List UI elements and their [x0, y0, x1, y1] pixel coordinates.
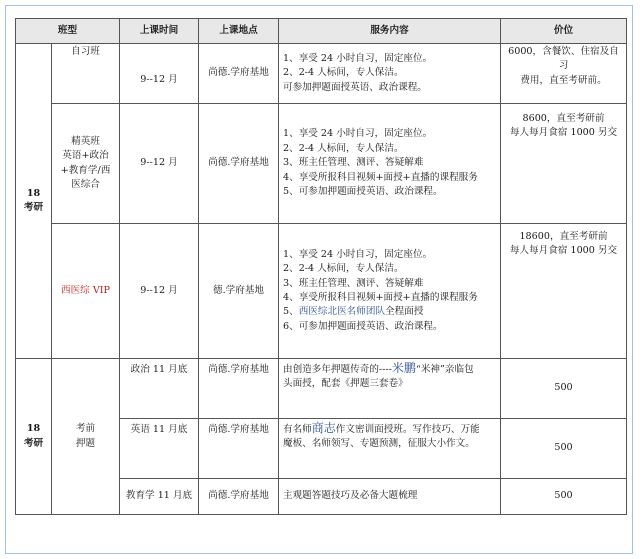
service-list: 1、享受 24 小时自习，固定座位。 2、2-4 人标间，专人保洁。 3、班主任管理、测评、答疑解难 4、享受所报科目视频+面授+直播的课程服务 5、西医综北医名师团队全程面授 6、可参加押题面授英语、政治课程。 — [279, 224, 501, 359]
class-place: 尚德.学府基地 — [199, 104, 279, 224]
header-services: 服务内容 — [279, 19, 501, 44]
class-place: 德.学府基地 — [199, 224, 279, 359]
price-cell: 8600，直至考研前 每人每月食宿 1000 另交 — [501, 104, 627, 224]
class-name: 考前 押题 — [52, 359, 120, 515]
teacher-highlight: 商志 — [311, 421, 336, 435]
group2-label: 18 考研 — [16, 359, 52, 515]
price-cell: 500 — [501, 359, 627, 419]
service-list: 有名师商志作文密训面授班。写作技巧、万能 魔板、名师领写、专题预测，征服大小作文。 — [279, 419, 501, 479]
price-cell: 500 — [501, 419, 627, 479]
header-place: 上课地点 — [199, 19, 279, 44]
course-price-table — [15, 18, 627, 515]
class-place: 尚德.学府基地 — [199, 419, 279, 479]
table-row — [16, 44, 627, 104]
service-list: 1、享受 24 小时自习，固定座位。 2、2-4 人标间，专人保洁。 3、班主任管理、测评、答疑解难 4、享受所报科目视频+面授+直播的课程服务 5、可参加押题面授英语、政治课程。 — [279, 104, 501, 224]
team-highlight: 西医综北医名师团队 — [298, 306, 386, 318]
table-row — [16, 359, 627, 419]
table-row — [16, 104, 627, 224]
class-place: 尚德.学府基地 — [199, 44, 279, 104]
class-place: 尚德.学府基地 — [199, 479, 279, 515]
header-class: 班型 — [16, 19, 120, 44]
header-time: 上课时间 — [120, 19, 199, 44]
class-time: 英语 11 月底 — [120, 419, 199, 479]
class-name: 精英班 英语+政治 +教育学/西 医综合 — [52, 104, 120, 224]
price-cell: 6000，含餐饮、住宿及自习 费用，直至考研前。 — [501, 44, 627, 104]
class-time: 9--12 月 — [120, 104, 199, 224]
teacher-highlight: 米鹏 — [391, 361, 416, 375]
class-time: 教育学 11 月底 — [120, 479, 199, 515]
class-name: 自习班 — [52, 44, 120, 104]
class-time: 9--12 月 — [120, 224, 199, 359]
price-cell: 500 — [501, 479, 627, 515]
class-place: 尚德.学府基地 — [199, 359, 279, 419]
header-price: 价位 — [501, 19, 627, 44]
table-row — [16, 224, 627, 359]
price-cell: 18600，直至考研前 每人每月食宿 1000 另交 — [501, 224, 627, 359]
class-time: 政治 11 月底 — [120, 359, 199, 419]
group1-label: 18 考研 — [16, 44, 52, 359]
class-name: 西医综 VIP — [52, 224, 120, 359]
service-list: 主观题答题技巧及必备大题梳理 — [279, 479, 501, 515]
class-time: 9--12 月 — [120, 44, 199, 104]
service-list: 1、享受 24 小时自习，固定座位。 2、2-4 人标间，专人保洁。 可参加押题面授英语、政治课程。 — [279, 44, 501, 104]
service-list: 由创造多年押题传奇的----米鹏“米神”亲临包 头面授，配套《押题三套卷》 — [279, 359, 501, 419]
header-row — [16, 19, 627, 44]
